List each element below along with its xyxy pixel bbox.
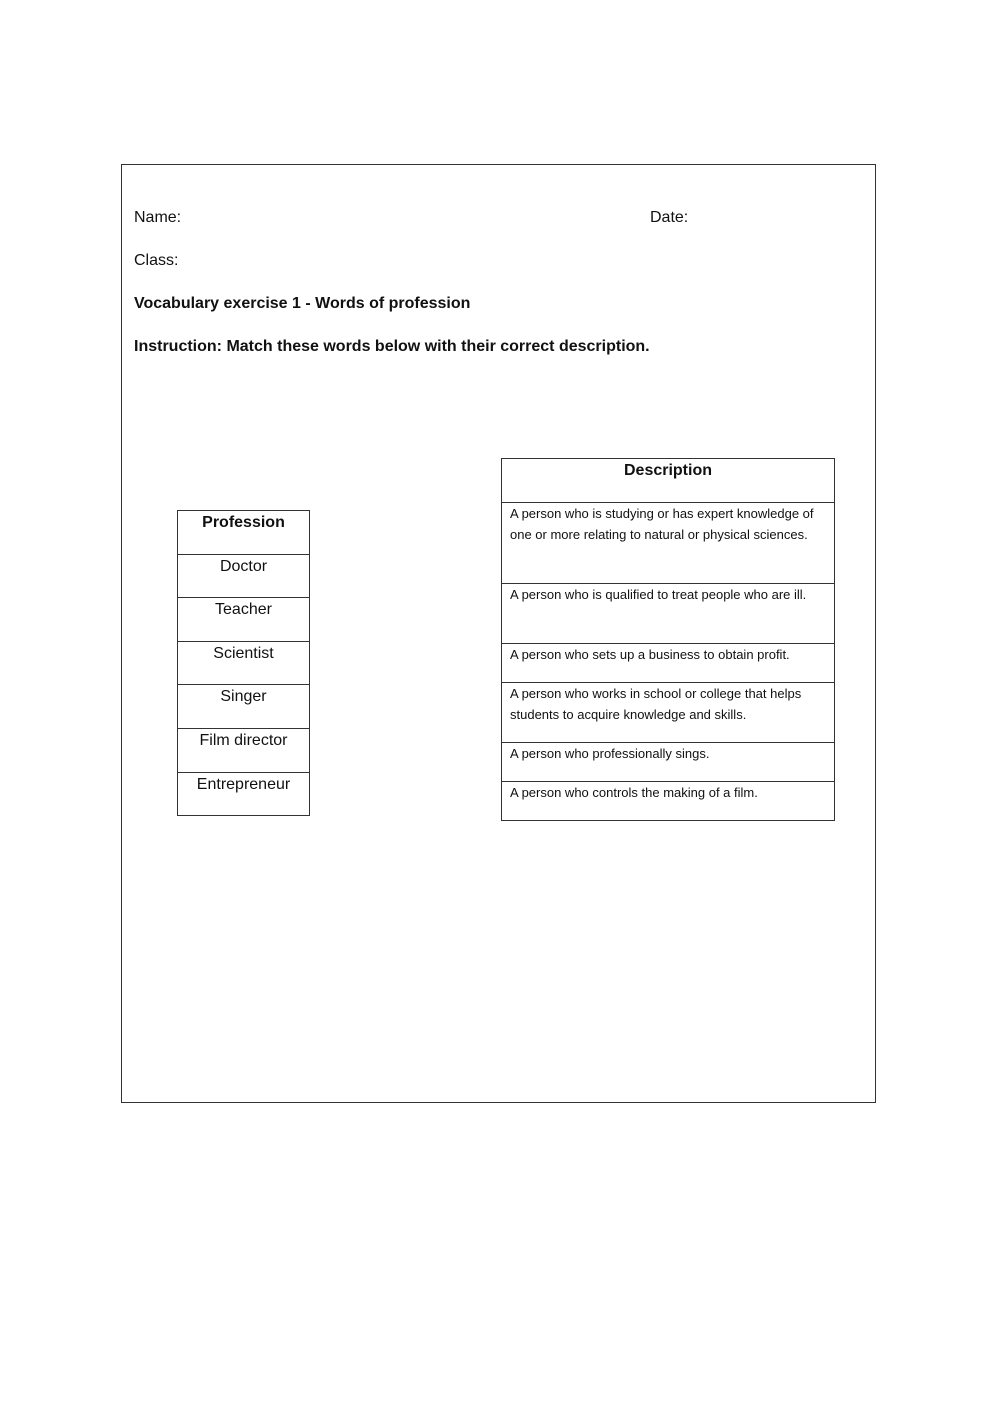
exercise-title: Vocabulary exercise 1 - Words of profession xyxy=(134,295,471,312)
profession-item-film-director[interactable]: Film director xyxy=(178,728,310,772)
name-label: Name: xyxy=(134,209,182,226)
description-item-3[interactable]: A person who sets up a business to obtain profit. xyxy=(502,644,835,683)
description-item-5[interactable]: A person who professionally sings. xyxy=(502,743,835,782)
date-label: Date: xyxy=(650,209,689,226)
description-item-6[interactable]: A person who controls the making of a film. xyxy=(502,782,835,821)
description-item-1[interactable]: A person who is studying or has expert knowledge of one or more relating to natural or physical sciences. xyxy=(502,503,835,584)
profession-header: Profession xyxy=(178,511,310,555)
description-table xyxy=(501,458,835,821)
profession-item-doctor[interactable]: Doctor xyxy=(178,554,310,598)
profession-item-scientist[interactable]: Scientist xyxy=(178,641,310,685)
profession-item-singer[interactable]: Singer xyxy=(178,685,310,729)
description-item-4[interactable]: A person who works in school or college that helps students to acquire knowledge and skills. xyxy=(502,683,835,743)
profession-table xyxy=(177,510,310,816)
class-label: Class: xyxy=(134,252,179,269)
description-item-2[interactable]: A person who is qualified to treat people who are ill. xyxy=(502,584,835,644)
profession-item-entrepreneur[interactable]: Entrepreneur xyxy=(178,772,310,816)
instruction-text: Instruction: Match these words below with their correct description. xyxy=(134,338,650,355)
description-header: Description xyxy=(502,459,835,503)
profession-item-teacher[interactable]: Teacher xyxy=(178,598,310,642)
